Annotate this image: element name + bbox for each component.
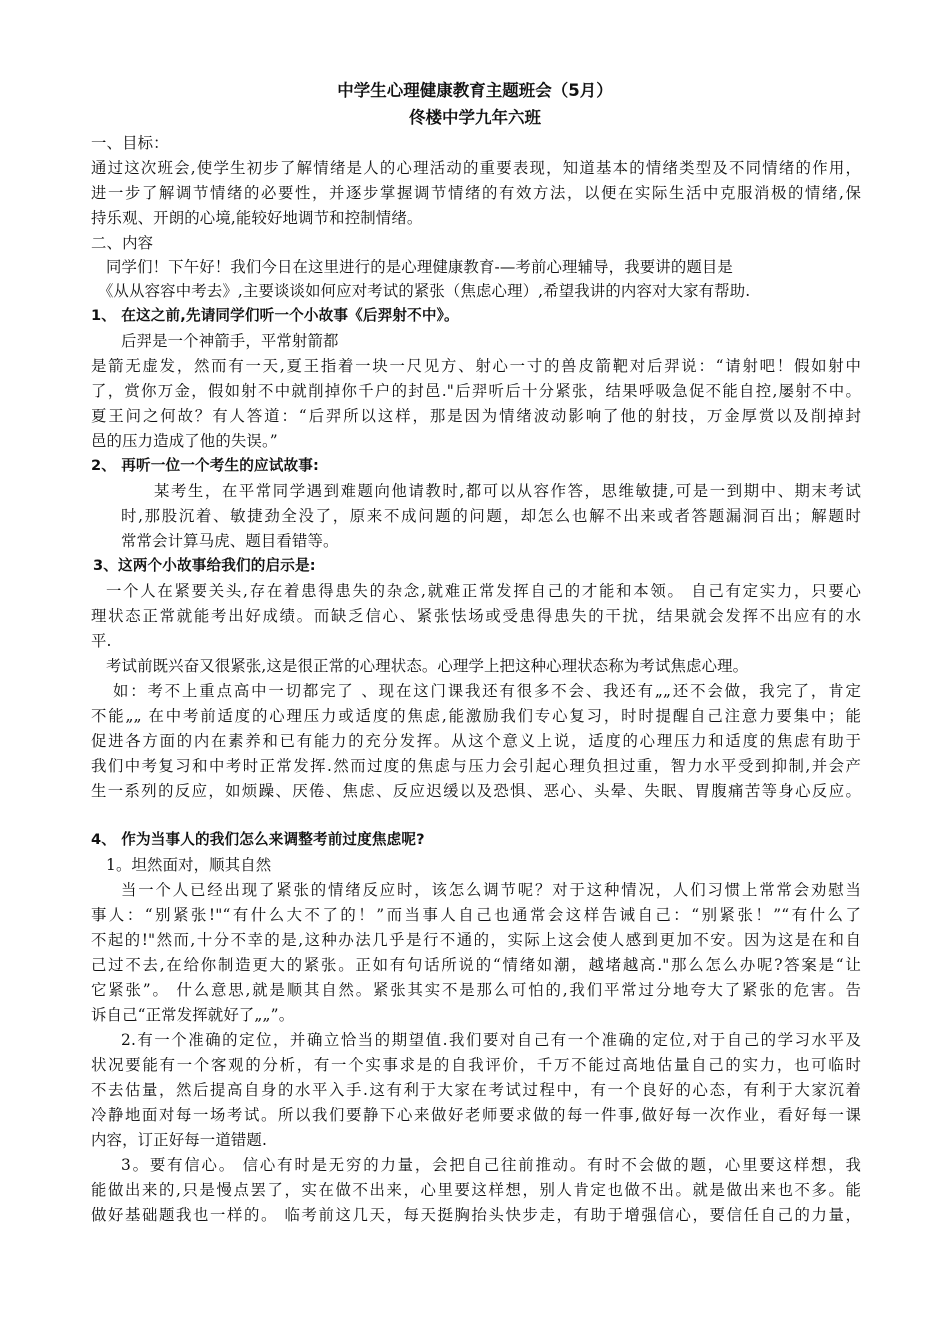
- body-line: 不去估量，然后提高自身的水平入手.这有利于大家在考试过程中，有一个良好的心态，有利于大家沉着: [91, 1081, 861, 1099]
- body-line: 是箭无虚发，然而有一天,夏王指着一块一尺见方、射心一寸的兽皮箭靶对后羿说：“请射吧！假如射中: [91, 357, 861, 375]
- body-line: 了，赏你万金，假如射不中就削掉你千户的封邑."后羿听后十分紧张，结果呼吸急促不能自控,屡射不中。: [91, 382, 861, 400]
- body-line: 《从从容容中考去》,主要谈谈如何应对考试的紧张（焦虑心理）,希望我讲的内容对大家有帮助.: [98, 282, 751, 300]
- body-line: 促进各方面的内在素养和已有能力的充分发挥。从这个意义上说，适度的心理压力和适度的焦虑有助于: [91, 732, 861, 750]
- body-line: 后羿是一个神箭手，平常射箭都: [121, 332, 339, 350]
- body-line: 邑的压力造成了他的失误。”: [91, 432, 278, 450]
- body-line: 考试前既兴奋又很紧张,这是很正常的心理状态。心理学上把这种心理状态称为考试焦虑心理。: [106, 657, 749, 675]
- section-content-heading: 二、内容: [91, 234, 154, 252]
- body-line: 冷静地面对每一场考试。所以我们要静下心来做好老师要求做的每一件事,做好每一次作业，看好每一课: [91, 1106, 861, 1124]
- body-line: 不起的!"然而,十分不幸的是,这种办法几乎是行不通的，实际上这会使人感到更加不安。因为这是在和自: [91, 931, 861, 949]
- story-1-heading: 1、 在这之前,先请同学们听一个小故事《后羿射不中》。: [91, 307, 459, 324]
- body-line: 某考生，在平常同学遇到难题向他请教时,都可以从容作答，思维敏捷,可是一到期中、期末考试: [154, 482, 861, 500]
- body-line: 夏王问之何故？有人答道：“后羿所以这样，那是因为情绪波动影响了他的射技，万金厚赏以及削掉封: [91, 407, 861, 425]
- body-line: 平.: [91, 632, 112, 650]
- body-line: 不能„„ 在中考前适度的心理压力或适度的焦虑,能激励我们专心复习，时时提醒自己注意力要集中；能: [91, 707, 861, 725]
- document-title: 中学生心理健康教育主题班会（5月）: [337, 81, 613, 100]
- body-line: 生一系列的反应，如烦躁、厌倦、焦虑、反应迟缓以及恐惧、恶心、头晕、失眠、胃腹痛苦等身心反应。: [91, 782, 861, 800]
- body-line: 我们中考复习和中考时正常发挥.然而过度的焦虑与压力会引起心理负担过重，智力水平受到抑制,并会产: [91, 757, 861, 775]
- document-subtitle: 佟楼中学九年六班: [409, 108, 541, 127]
- body-line: 3。要有信心。 信心有时是无穷的力量，会把自己往前推动。有时不会做的题，心里要这样想，我: [121, 1156, 861, 1174]
- body-line: 同学们！下午好！我们今日在这里进行的是心理健康教育-—考前心理辅导，我要讲的题目是: [106, 258, 733, 276]
- body-line: 理状态正常就能考出好成绩。而缺乏信心、紧张怯场或受患得患失的干扰，结果就会发挥不出应有的水: [91, 607, 861, 625]
- body-line: 做好基础题我也一样的。 临考前这几天，每天挺胸抬头快步走，有助于增强信心，要信任自己的力量，: [91, 1206, 861, 1224]
- body-line: 通过这次班会,使学生初步了解情绪是人的心理活动的重要表现，知道基本的情绪类型及不同情绪的作用，: [91, 159, 861, 177]
- story-2-heading: 2、 再听一位一个考生的应试故事:: [91, 457, 319, 474]
- body-line: 时,那股沉着、敏捷劲全没了，原来不成问题的问题，却怎么也解不出来或者答题漏洞百出；解题时: [121, 507, 861, 525]
- adjust-anxiety-heading: 4、 作为当事人的我们怎么来调整考前过度焦虑呢?: [91, 831, 425, 848]
- body-line: 如：考不上重点高中一切都完了 、现在这门课我还有很多不会、我还有„„还不会做，我完了，肯定: [113, 682, 861, 700]
- body-line: 状况要能有一个客观的分析，有一个实事求是的自我评价，千万不能过高地估量自己的实力，也可临时: [91, 1056, 861, 1074]
- body-line: 它紧张”。 什么意思,就是顺其自然。紧张其实不是那么可怕的,我们平常过分地夸大了紧张的危害。告: [91, 981, 861, 999]
- body-line: 诉自己“正常发挥就好了„„”。: [91, 1006, 295, 1024]
- body-line: 持乐观、开朗的心境,能较好地调节和控制情绪。: [91, 209, 423, 227]
- insight-heading: 3、这两个小故事给我们的启示是:: [93, 557, 316, 574]
- body-line: 事人：“别紧张!"“有什么大不了的！”而当事人自己也通常会这样告诫自己：“别紧张！”“有什么了: [91, 906, 861, 924]
- body-line: 常常会计算马虎、题目看错等。: [121, 532, 339, 550]
- section-goals-heading: 一、目标：: [91, 134, 169, 152]
- subheading: 1。坦然面对，顺其自然: [106, 856, 272, 874]
- body-line: 进一步了解调节情绪的必要性，并逐步掌握调节情绪的有效方法，以便在实际生活中克服消极的情绪,保: [91, 184, 861, 202]
- body-line: 己过不去,在给你制造更大的紧张。正如有句话所说的“情绪如潮，越堵越高."那么怎么办呢?答案是“让: [91, 956, 861, 974]
- body-line: 2.有一个准确的定位，并确立恰当的期望值.我们要对自己有一个准确的定位,对于自己的学习水平及: [121, 1031, 861, 1049]
- body-line: 内容，订正好每一道错题.: [91, 1131, 267, 1149]
- body-line: 能做出来的,只是慢点罢了，实在做不出来，心里要这样想，别人肯定也做不出。就是做出来也不多。能: [91, 1181, 861, 1199]
- body-line: 当一个人已经出现了紧张的情绪反应时，该怎么调节呢？对于这种情况，人们习惯上常常会劝慰当: [121, 881, 861, 899]
- body-line: 一个人在紧要关头,存在着患得患失的杂念,就难正常发挥自己的才能和本领。 自己有定实力，只要心: [106, 582, 861, 600]
